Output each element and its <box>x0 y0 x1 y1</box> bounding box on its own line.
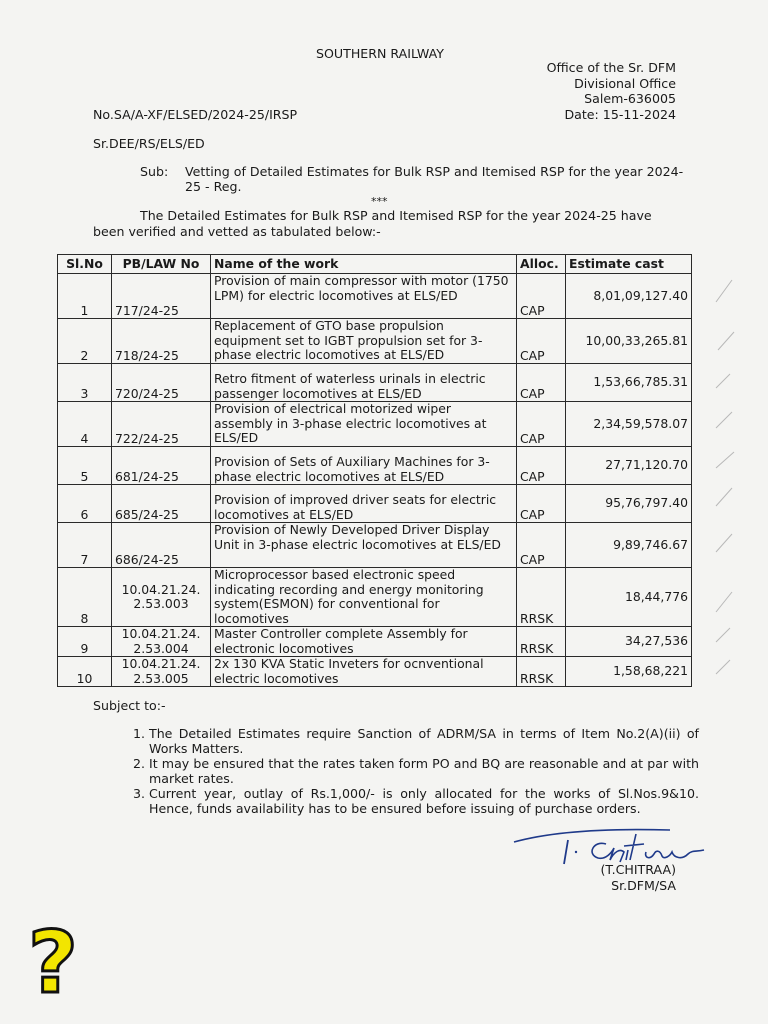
table-row <box>58 523 692 568</box>
signatory-block <box>600 862 676 894</box>
header-sl-no: Sl.No <box>58 255 112 274</box>
subject-label: Sub: <box>140 164 169 179</box>
cell-pb-law-no: 722/24-25 <box>112 402 211 447</box>
cell-estimate: 10,00,33,265.81 <box>566 319 692 364</box>
cell-work-name: Retro fitment of waterless urinals in electric passenger locomotives at ELS/ED <box>211 364 517 402</box>
office-line: Office of the Sr. DFM <box>546 60 676 75</box>
cell-pb-law-no: 720/24-25 <box>112 364 211 402</box>
cell-work-name: Microprocessor based electronic speed indicating recording and energy monitoring system(ESMON) for conventional for locomotives <box>211 568 517 627</box>
table-row <box>58 274 692 319</box>
cell-sl-no: 4 <box>58 402 112 447</box>
cell-sl-no: 6 <box>58 485 112 523</box>
table-row <box>58 447 692 485</box>
cell-alloc: CAP <box>517 485 566 523</box>
cell-work-name: Provision of improved driver seats for electric locomotives at ELS/ED <box>211 485 517 523</box>
cell-estimate: 2,34,59,578.07 <box>566 402 692 447</box>
cell-pb-law-no: 718/24-25 <box>112 319 211 364</box>
cell-alloc: CAP <box>517 274 566 319</box>
cell-sl-no: 3 <box>58 364 112 402</box>
addressee: Sr.DEE/RS/ELS/ED <box>93 136 205 151</box>
cell-estimate: 27,71,120.70 <box>566 447 692 485</box>
office-line: Salem-636005 <box>584 91 676 106</box>
table-row <box>58 627 692 657</box>
cell-work-name: Master Controller complete Assembly for electronic locomotives <box>211 627 517 657</box>
cell-alloc: CAP <box>517 523 566 568</box>
intro-paragraph: The Detailed Estimates for Bulk RSP and Itemised RSP for the year 2024-25 have been verified and vetted as tabulated below:- <box>93 208 652 239</box>
office-line: Divisional Office <box>574 75 676 91</box>
works-table <box>57 254 692 687</box>
cell-sl-no: 1 <box>58 274 112 319</box>
conditions-list <box>127 726 699 816</box>
condition-item: 1. The Detailed Estimates require Sanction of ADRM/SA in terms of Item No.2(A)(ii) of Works Matters. <box>149 726 699 756</box>
table-row <box>58 364 692 402</box>
cell-alloc: RRSK <box>517 657 566 687</box>
cell-sl-no: 8 <box>58 568 112 627</box>
cell-estimate: 8,01,09,127.40 <box>566 274 692 319</box>
header-pb-law-no: PB/LAW No <box>112 255 211 274</box>
cell-estimate: 9,89,746.67 <box>566 523 692 568</box>
condition-item: 3. Current year, outlay of Rs.1,000/- is only allocated for the works of Sl.Nos.9&10. Hence, funds availability has to be ensured before issuing of purchase orders. <box>149 786 699 816</box>
cell-estimate: 95,76,797.40 <box>566 485 692 523</box>
cell-pb-law-no: 10.04.21.24. 2.53.003 <box>112 568 211 627</box>
cell-alloc: RRSK <box>517 627 566 657</box>
organization-title: SOUTHERN RAILWAY <box>316 46 444 61</box>
cell-pb-law-no: 685/24-25 <box>112 485 211 523</box>
condition-item: 2. It may be ensured that the rates taken form PO and BQ are reasonable and at par with market rates. <box>149 756 699 786</box>
cell-pb-law-no: 681/24-25 <box>112 447 211 485</box>
cell-estimate: 1,53,66,785.31 <box>566 364 692 402</box>
cell-alloc: CAP <box>517 402 566 447</box>
table-row <box>58 402 692 447</box>
cell-pb-law-no: 10.04.21.24. 2.53.005 <box>112 657 211 687</box>
header-name-of-work: Name of the work <box>211 255 517 274</box>
cell-estimate: 1,58,68,221 <box>566 657 692 687</box>
cell-alloc: RRSK <box>517 568 566 627</box>
cell-work-name: Replacement of GTO base propulsion equipment set to IGBT propulsion set for 3-phase electric locomotives at ELS/ED <box>211 319 517 364</box>
question-mark-overlay: ? <box>28 913 78 1013</box>
table-header-row <box>58 255 692 274</box>
cell-estimate: 34,27,536 <box>566 627 692 657</box>
cell-sl-no: 7 <box>58 523 112 568</box>
cell-sl-no: 10 <box>58 657 112 687</box>
cell-pb-law-no: 686/24-25 <box>112 523 211 568</box>
subject-text: Vetting of Detailed Estimates for Bulk RSP and Itemised RSP for the year 2024-25 - Reg. <box>185 164 684 194</box>
cell-work-name: Provision of Newly Developed Driver Display Unit in 3-phase electric locomotives at ELS/ED <box>211 523 517 568</box>
tick-marks <box>712 262 752 702</box>
cell-sl-no: 2 <box>58 319 112 364</box>
cell-sl-no: 9 <box>58 627 112 657</box>
conditions-heading: Subject to:- <box>93 698 166 713</box>
cell-estimate: 18,44,776 <box>566 568 692 627</box>
cell-work-name: Provision of main compressor with motor (1750 LPM) for electric locomotives at ELS/ED <box>211 274 517 319</box>
cell-alloc: CAP <box>517 319 566 364</box>
signatory-designation: Sr.DFM/SA <box>611 878 676 893</box>
cell-pb-law-no: 10.04.21.24. 2.53.004 <box>112 627 211 657</box>
table-row <box>58 568 692 627</box>
cell-alloc: CAP <box>517 364 566 402</box>
office-address <box>547 60 676 122</box>
reference-number: No.SA/A-XF/ELSED/2024-25/IRSP <box>93 107 298 122</box>
cell-alloc: CAP <box>517 447 566 485</box>
header-alloc: Alloc. <box>517 255 566 274</box>
cell-work-name: Provision of electrical motorized wiper assembly in 3-phase electric locomotives at ELS/ED <box>211 402 517 447</box>
table-row <box>58 485 692 523</box>
header-estimate: Estimate cast <box>566 255 692 274</box>
subject-separator: *** <box>371 195 388 208</box>
cell-sl-no: 5 <box>58 447 112 485</box>
cell-pb-law-no: 717/24-25 <box>112 274 211 319</box>
letter-date: Date: 15-11-2024 <box>564 106 676 122</box>
table-row <box>58 319 692 364</box>
cell-work-name: Provision of Sets of Auxiliary Machines for 3-phase electric locomotives at ELS/ED <box>211 447 517 485</box>
table-row <box>58 657 692 687</box>
cell-work-name: 2x 130 KVA Static Inveters for ocnventional electric locomotives <box>211 657 517 687</box>
signatory-name: (T.CHITRAA) <box>600 862 676 877</box>
